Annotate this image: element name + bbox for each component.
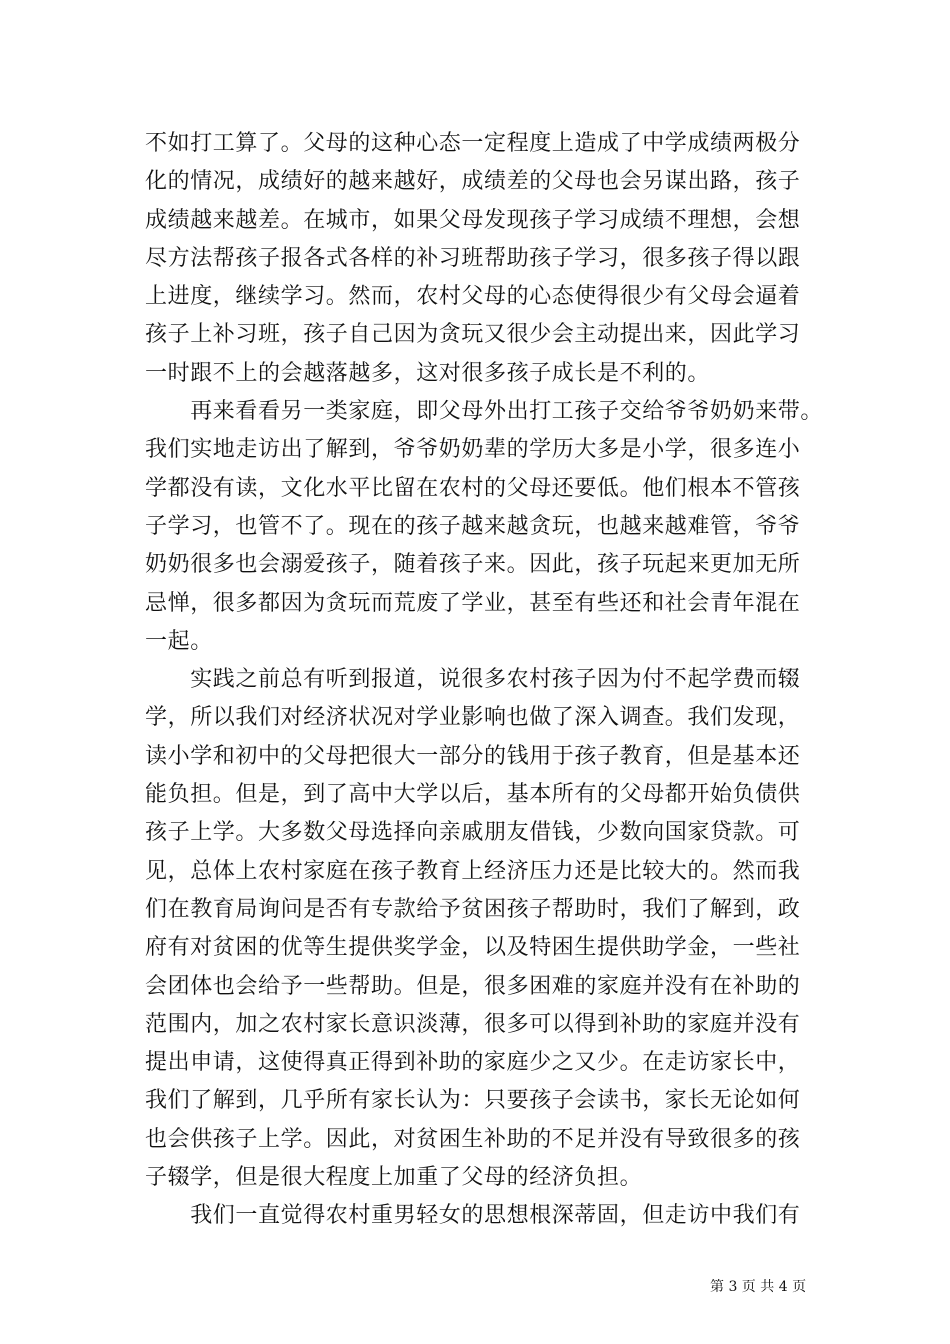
text-line: 我们一直觉得农村重男轻女的思想根深蒂固，但走访中我们有	[145, 1203, 801, 1229]
text-line: 们在教育局询问是否有专款给予贫困孩子帮助时，我们了解到，政	[145, 896, 801, 922]
text-line: 一起。	[145, 628, 213, 654]
text-line: 再来看看另一类家庭，即父母外出打工孩子交给爷爷奶奶来带。	[145, 399, 824, 425]
text-line: 孩子上学。大多数父母选择向亲戚朋友借钱，少数向国家贷款。可	[145, 820, 801, 846]
text-line: 能负担。但是，到了高中大学以后，基本所有的父母都开始负债供	[145, 782, 801, 808]
text-line: 提出申请，这使得真正得到补助的家庭少之又少。在走访家长中，	[145, 1050, 801, 1076]
text-line: 会团体也会给予一些帮助。但是，很多困难的家庭并没有在补助的	[145, 973, 801, 999]
text-line: 一时跟不上的会越落越多，这对很多孩子成长是不利的。	[145, 360, 711, 386]
text-line: 化的情况，成绩好的越来越好，成绩差的父母也会另谋出路，孩子	[145, 169, 801, 195]
body-text	[145, 125, 824, 1236]
text-line: 也会供孩子上学。因此，对贫困生补助的不足并没有导致很多的孩	[145, 1126, 801, 1152]
text-line: 见，总体上农村家庭在孩子教育上经济压力还是比较大的。然而我	[145, 858, 801, 884]
text-line: 上进度，继续学习。然而，农村父母的心态使得很少有父母会逼着	[145, 284, 801, 310]
text-line: 学，所以我们对经济状况对学业影响也做了深入调查。我们发现，	[145, 705, 801, 731]
text-line: 孩子上补习班，孩子自己因为贪玩又很少会主动提出来，因此学习	[145, 322, 801, 348]
text-line: 不如打工算了。父母的这种心态一定程度上造成了中学成绩两极分	[145, 131, 801, 156]
text-line: 尽方法帮孩子报各式各样的补习班帮助孩子学习，很多孩子得以跟	[145, 245, 801, 271]
page-footer: 第 3 页 共 4 页	[710, 1279, 807, 1295]
text-line: 读小学和初中的父母把很大一部分的钱用于孩子教育，但是基本还	[145, 743, 801, 769]
text-line: 我们了解到，几乎所有家长认为：只要孩子会读书，家长无论如何	[145, 1088, 801, 1114]
text-line: 子辍学，但是很大程度上加重了父母的经济负担。	[145, 1165, 643, 1191]
text-line: 实践之前总有听到报道，说很多农村孩子因为付不起学费而辍	[145, 667, 801, 693]
text-line: 府有对贫困的优等生提供奖学金，以及特困生提供助学金，一些社	[145, 935, 801, 961]
text-line: 学都没有读，文化水平比留在农村的父母还要低。他们根本不管孩	[145, 475, 801, 501]
text-line: 忌惮，很多都因为贪玩而荒废了学业，甚至有些还和社会青年混在	[145, 590, 801, 616]
text-line: 奶奶很多也会溺爱孩子，随着孩子来。因此，孩子玩起来更加无所	[145, 552, 801, 578]
text-line: 我们实地走访出了解到，爷爷奶奶辈的学历大多是小学，很多连小	[145, 437, 801, 463]
text-line: 成绩越来越差。在城市，如果父母发现孩子学习成绩不理想，会想	[145, 207, 801, 233]
text-line: 子学习，也管不了。现在的孩子越来越贪玩，也越来越难管，爷爷	[145, 513, 801, 539]
text-line: 范围内，加之农村家长意识淡薄，很多可以得到补助的家庭并没有	[145, 1011, 801, 1037]
